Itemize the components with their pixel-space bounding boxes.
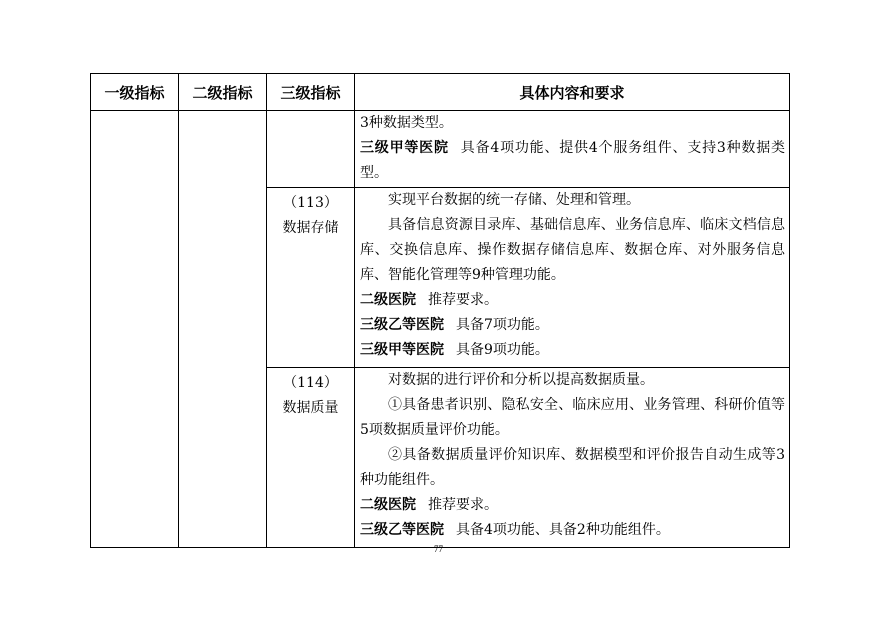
header-level2: 二级指标 bbox=[179, 74, 267, 111]
hospital-level: 三级甲等医院 bbox=[360, 140, 449, 156]
requirement-text: 具备4项功能、具备2种功能组件。 bbox=[456, 522, 670, 538]
requirement-text: 具备4项功能、提供4个服务组件、支持3种数据类型。 bbox=[360, 140, 785, 181]
page-number: 77 bbox=[434, 544, 443, 554]
content-line: 3种数据类型。 bbox=[360, 115, 453, 131]
content-paragraph: ②具备数据质量评价知识库、数据模型和评价报告自动生成等3种功能组件。 bbox=[360, 447, 785, 488]
level2-cell bbox=[179, 111, 267, 548]
hospital-level: 三级甲等医院 bbox=[360, 342, 444, 358]
indicator-index: （113） bbox=[283, 195, 338, 211]
level-requirement bbox=[360, 313, 785, 338]
indicator-name: 数据存储 bbox=[282, 220, 339, 236]
hospital-level: 二级医院 bbox=[360, 497, 416, 513]
requirement-text: 具备7项功能。 bbox=[456, 317, 549, 333]
header-level1: 一级指标 bbox=[91, 74, 179, 111]
requirement-text: 推荐要求。 bbox=[428, 497, 498, 513]
content-cell-114 bbox=[355, 368, 790, 548]
level-requirement bbox=[360, 136, 785, 186]
requirement-text: 推荐要求。 bbox=[428, 292, 498, 308]
level3-cell-114 bbox=[267, 368, 355, 548]
level3-cell-continued bbox=[267, 111, 355, 188]
header-level3: 三级指标 bbox=[267, 74, 355, 111]
content-cell-113 bbox=[355, 188, 790, 368]
level1-cell bbox=[91, 111, 179, 548]
content-cell-continued bbox=[355, 111, 790, 188]
indicator-name: 数据质量 bbox=[282, 400, 339, 416]
level-requirement bbox=[360, 288, 785, 313]
hospital-level: 三级乙等医院 bbox=[360, 522, 444, 538]
indicator-table bbox=[90, 73, 790, 548]
hospital-level: 三级乙等医院 bbox=[360, 317, 444, 333]
level3-cell-113 bbox=[267, 188, 355, 368]
content-paragraph: ①具备患者识别、隐私安全、临床应用、业务管理、科研价值等5项数据质量评价功能。 bbox=[360, 397, 785, 438]
header-content: 具体内容和要求 bbox=[355, 74, 790, 111]
requirement-text: 具备9项功能。 bbox=[456, 342, 549, 358]
content-paragraph: 实现平台数据的统一存储、处理和管理。 bbox=[388, 192, 640, 208]
hospital-level: 二级医院 bbox=[360, 292, 416, 308]
header-row bbox=[91, 74, 790, 111]
indicator-index: （114） bbox=[283, 375, 338, 391]
content-paragraph: 对数据的进行评价和分析以提高数据质量。 bbox=[388, 372, 654, 388]
level-requirement bbox=[360, 518, 785, 543]
table-row bbox=[91, 111, 790, 188]
level-requirement bbox=[360, 338, 785, 363]
content-paragraph: 具备信息资源目录库、基础信息库、业务信息库、临床文档信息库、交换信息库、操作数据存储信息库、数据仓库、对外服务信息库、智能化管理等9种管理功能。 bbox=[360, 217, 785, 283]
level-requirement bbox=[360, 493, 785, 518]
